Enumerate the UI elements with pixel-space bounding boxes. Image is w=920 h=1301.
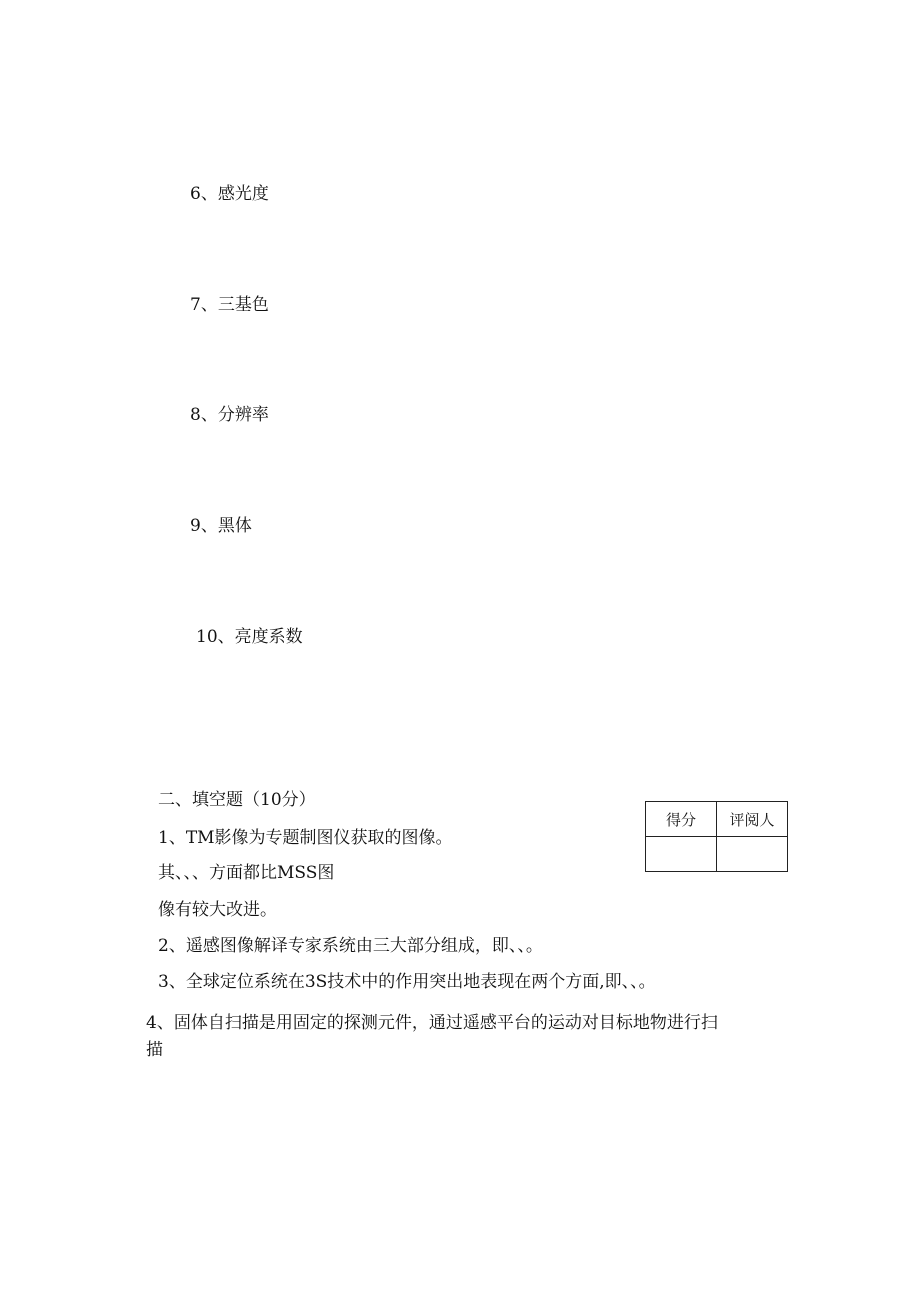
score-table	[645, 801, 788, 872]
term-item-10: 10、亮度系数	[196, 627, 303, 647]
question-3: 3、全球定位系统在3S技术中的作用突出地表现在两个方面,即、、。	[158, 972, 656, 992]
question-1-line-1: 1、TM影像为专题制图仪获取的图像。	[158, 828, 453, 848]
question-4-line-2: 描	[146, 1040, 163, 1060]
question-1-line-3: 像有较大改进。	[158, 900, 277, 920]
question-1-line-2: 其、、、方面都比MSS图	[158, 863, 335, 883]
reviewer-header: 评阅人	[717, 802, 788, 837]
score-cell[interactable]	[646, 837, 717, 872]
term-item-6: 6、感光度	[190, 184, 269, 204]
term-item-9: 9、黑体	[190, 516, 252, 536]
term-item-8: 8、分辨率	[190, 405, 269, 425]
question-2: 2、遥感图像解译专家系统由三大部分组成，即、、。	[158, 936, 543, 956]
section-heading: 二、填空题（10分）	[158, 790, 316, 810]
question-4-line-1: 4、固体自扫描是用固定的探测元件，通过遥感平台的运动对目标地物进行扫	[146, 1013, 718, 1033]
term-item-7: 7、三基色	[190, 295, 269, 315]
reviewer-cell[interactable]	[717, 837, 788, 872]
score-header: 得分	[646, 802, 717, 837]
